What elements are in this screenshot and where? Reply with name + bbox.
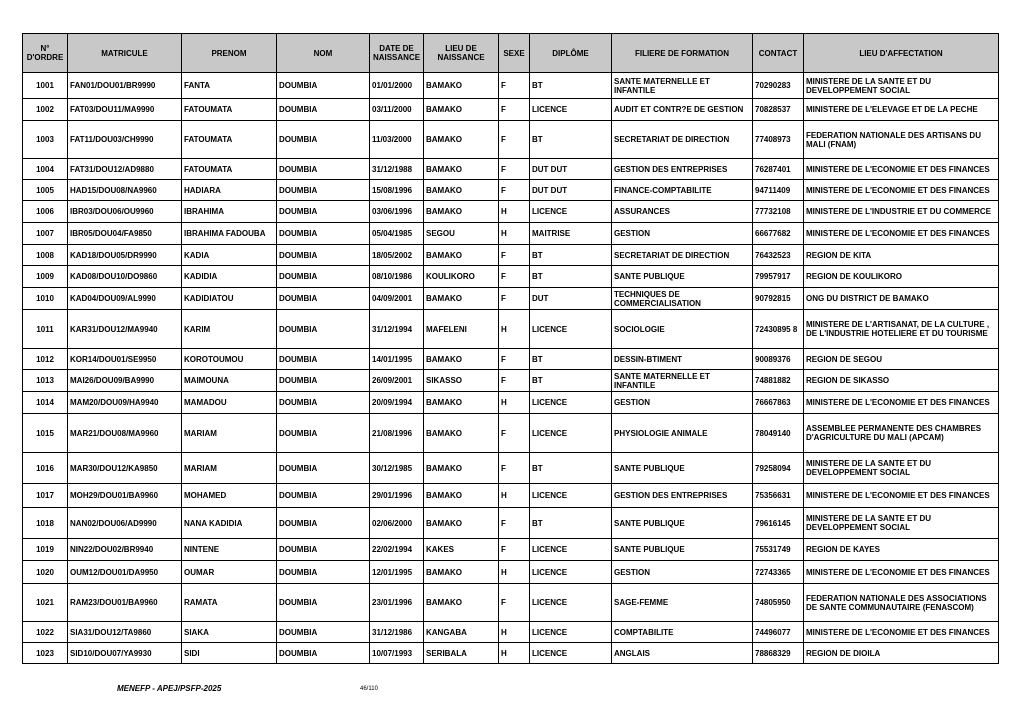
cell-birth-date: 14/01/1995 (370, 349, 424, 370)
cell-affectation: MINISTERE DE L'ECONOMIE ET DES FINANCES (804, 159, 999, 180)
cell-prenom: NANA KADIDIA (182, 508, 277, 539)
cell-sexe: F (499, 159, 530, 180)
cell-sexe: H (499, 201, 530, 223)
cell-contact: 77408973 (753, 121, 804, 159)
cell-sexe: F (499, 414, 530, 453)
cell-contact: 79258094 (753, 453, 804, 484)
cell-matricule: IBR03/DOU06/OU9960 (68, 201, 182, 223)
cell-birth-date: 03/11/2000 (370, 99, 424, 121)
cell-diplome: LICENCE (530, 310, 612, 349)
cell-birth-date: 30/12/1985 (370, 453, 424, 484)
cell-diplome: BT (530, 266, 612, 288)
cell-order-number: 1009 (23, 266, 68, 288)
cell-matricule: MOH29/DOU01/BA9960 (68, 484, 182, 508)
cell-affectation: MINISTERE DE L'ECONOMIE ET DES FINANCES (804, 484, 999, 508)
cell-birth-date: 21/08/1996 (370, 414, 424, 453)
cell-matricule: OUM12/DOU01/DA9950 (68, 561, 182, 584)
cell-nom: DOUMBIA (277, 392, 370, 414)
cell-sexe: F (499, 539, 530, 561)
cell-contact: 76287401 (753, 159, 804, 180)
cell-nom: DOUMBIA (277, 453, 370, 484)
cell-diplome: BT (530, 245, 612, 266)
cell-prenom: FANTA (182, 73, 277, 99)
cell-diplome: LICENCE (530, 561, 612, 584)
cell-nom: DOUMBIA (277, 539, 370, 561)
cell-prenom: KARIM (182, 310, 277, 349)
cell-nom: DOUMBIA (277, 180, 370, 201)
cell-birth-place: BAMAKO (424, 561, 499, 584)
cell-nom: DOUMBIA (277, 159, 370, 180)
cell-filiere: ASSURANCES (612, 201, 753, 223)
cell-birth-place: KANGABA (424, 622, 499, 643)
cell-birth-date: 12/01/1995 (370, 561, 424, 584)
cell-contact: 70290283 (753, 73, 804, 99)
cell-sexe: F (499, 99, 530, 121)
cell-matricule: RAM23/DOU01/BA9960 (68, 584, 182, 622)
cell-sexe: F (499, 349, 530, 370)
cell-prenom: FATOUMATA (182, 159, 277, 180)
table-row (23, 584, 999, 622)
cell-prenom: MAIMOUNA (182, 370, 277, 392)
cell-nom: DOUMBIA (277, 266, 370, 288)
cell-diplome: BT (530, 349, 612, 370)
cell-order-number: 1020 (23, 561, 68, 584)
cell-diplome: LICENCE (530, 539, 612, 561)
cell-affectation: MINISTERE DE L'ARTISANAT, DE LA CULTURE , DE L'INDUSTRIE HOTELIERE ET DU TOURISME (804, 310, 999, 349)
cell-order-number: 1007 (23, 223, 68, 245)
cell-contact: 72430895 8 (753, 310, 804, 349)
cell-sexe: H (499, 561, 530, 584)
cell-prenom: KOROTOUMOU (182, 349, 277, 370)
header-prenom: PRENOM (182, 34, 277, 73)
cell-nom: DOUMBIA (277, 622, 370, 643)
cell-birth-place: SIKASSO (424, 370, 499, 392)
cell-filiere: SANTE PUBLIQUE (612, 266, 753, 288)
cell-matricule: KOR14/DOU01/SE9950 (68, 349, 182, 370)
cell-prenom: NINTENE (182, 539, 277, 561)
cell-order-number: 1005 (23, 180, 68, 201)
cell-birth-date: 01/01/2000 (370, 73, 424, 99)
cell-filiere: ANGLAIS (612, 643, 753, 664)
cell-diplome: BT (530, 370, 612, 392)
cell-filiere: GESTION (612, 561, 753, 584)
cell-birth-date: 05/04/1985 (370, 223, 424, 245)
cell-prenom: MAMADOU (182, 392, 277, 414)
cell-order-number: 1014 (23, 392, 68, 414)
cell-birth-date: 31/12/1994 (370, 310, 424, 349)
cell-matricule: KAD04/DOU09/AL9990 (68, 288, 182, 310)
table-header-row (23, 34, 999, 73)
cell-prenom: KADIA (182, 245, 277, 266)
cell-affectation: MINISTERE DE LA SANTE ET DU DEVELOPPEMENT SOCIAL (804, 453, 999, 484)
cell-birth-place: BAMAKO (424, 73, 499, 99)
cell-filiere: PHYSIOLOGIE ANIMALE (612, 414, 753, 453)
cell-matricule: MAR30/DOU12/KA9850 (68, 453, 182, 484)
cell-sexe: F (499, 180, 530, 201)
cell-birth-place: BAMAKO (424, 508, 499, 539)
cell-matricule: FAN01/DOU01/BR9990 (68, 73, 182, 99)
page-number: 46/110 (360, 686, 378, 692)
cell-order-number: 1010 (23, 288, 68, 310)
cell-contact: 79957917 (753, 266, 804, 288)
cell-diplome: BT (530, 73, 612, 99)
cell-affectation: MINISTERE DE L'ECONOMIE ET DES FINANCES (804, 223, 999, 245)
cell-diplome: DUT (530, 288, 612, 310)
cell-nom: DOUMBIA (277, 121, 370, 159)
cell-diplome: LICENCE (530, 484, 612, 508)
table-row (23, 370, 999, 392)
table-row (23, 180, 999, 201)
cell-diplome: DUT DUT (530, 180, 612, 201)
cell-filiere: SANTE PUBLIQUE (612, 508, 753, 539)
cell-sexe: F (499, 288, 530, 310)
cell-contact: 75531749 (753, 539, 804, 561)
cell-affectation: REGION DE SIKASSO (804, 370, 999, 392)
table-row (23, 643, 999, 664)
cell-order-number: 1006 (23, 201, 68, 223)
cell-order-number: 1008 (23, 245, 68, 266)
cell-birth-date: 22/02/1994 (370, 539, 424, 561)
cell-order-number: 1002 (23, 99, 68, 121)
cell-matricule: SID10/DOU07/YA9930 (68, 643, 182, 664)
cell-sexe: H (499, 643, 530, 664)
cell-matricule: NAN02/DOU06/AD9990 (68, 508, 182, 539)
cell-sexe: F (499, 584, 530, 622)
table-row (23, 484, 999, 508)
cell-matricule: SIA31/DOU12/TA9860 (68, 622, 182, 643)
cell-filiere: SAGE-FEMME (612, 584, 753, 622)
cell-birth-place: BAMAKO (424, 349, 499, 370)
cell-nom: DOUMBIA (277, 414, 370, 453)
cell-birth-date: 18/05/2002 (370, 245, 424, 266)
cell-birth-date: 23/01/1996 (370, 584, 424, 622)
cell-matricule: MAI26/DOU09/BA9990 (68, 370, 182, 392)
cell-order-number: 1019 (23, 539, 68, 561)
cell-birth-place: BAMAKO (424, 392, 499, 414)
cell-affectation: MINISTERE DE L'ECONOMIE ET DES FINANCES (804, 622, 999, 643)
cell-order-number: 1012 (23, 349, 68, 370)
cell-birth-date: 02/06/2000 (370, 508, 424, 539)
cell-filiere: SECRETARIAT DE DIRECTION (612, 245, 753, 266)
cell-diplome: MAITRISE (530, 223, 612, 245)
cell-filiere: COMPTABILITE (612, 622, 753, 643)
table-row (23, 539, 999, 561)
cell-birth-place: BAMAKO (424, 484, 499, 508)
cell-nom: DOUMBIA (277, 288, 370, 310)
cell-order-number: 1018 (23, 508, 68, 539)
cell-birth-place: BAMAKO (424, 414, 499, 453)
table-row (23, 288, 999, 310)
cell-nom: DOUMBIA (277, 584, 370, 622)
cell-sexe: H (499, 622, 530, 643)
cell-sexe: H (499, 484, 530, 508)
cell-order-number: 1022 (23, 622, 68, 643)
cell-matricule: KAD18/DOU05/DR9990 (68, 245, 182, 266)
cell-birth-place: SEGOU (424, 223, 499, 245)
header-sexe: SEXE (499, 34, 530, 73)
cell-sexe: F (499, 245, 530, 266)
cell-order-number: 1001 (23, 73, 68, 99)
cell-prenom: FATOUMATA (182, 121, 277, 159)
cell-contact: 74881882 (753, 370, 804, 392)
cell-order-number: 1015 (23, 414, 68, 453)
table-row (23, 266, 999, 288)
cell-diplome: LICENCE (530, 643, 612, 664)
cell-diplome: BT (530, 453, 612, 484)
cell-prenom: MARIAM (182, 414, 277, 453)
table-row (23, 414, 999, 453)
cell-birth-date: 11/03/2000 (370, 121, 424, 159)
cell-nom: DOUMBIA (277, 201, 370, 223)
cell-prenom: IBRAHIMA (182, 201, 277, 223)
cell-prenom: HADIARA (182, 180, 277, 201)
cell-order-number: 1017 (23, 484, 68, 508)
cell-birth-date: 29/01/1996 (370, 484, 424, 508)
cell-matricule: IBR05/DOU04/FA9850 (68, 223, 182, 245)
table-row (23, 392, 999, 414)
cell-diplome: BT (530, 508, 612, 539)
cell-matricule: HAD15/DOU08/NA9960 (68, 180, 182, 201)
cell-sexe: F (499, 508, 530, 539)
cell-matricule: FAT31/DOU12/AD9880 (68, 159, 182, 180)
cell-birth-place: MAFELENI (424, 310, 499, 349)
cell-affectation: MINISTERE DE L'INDUSTRIE ET DU COMMERCE (804, 201, 999, 223)
cell-nom: DOUMBIA (277, 349, 370, 370)
cell-contact: 94711409 (753, 180, 804, 201)
header-order-number: N° D'ORDRE (23, 34, 68, 73)
cell-birth-date: 20/09/1994 (370, 392, 424, 414)
cell-contact: 78868329 (753, 643, 804, 664)
cell-birth-place: BAMAKO (424, 180, 499, 201)
cell-filiere: DESSIN-BTIMENT (612, 349, 753, 370)
cell-contact: 79616145 (753, 508, 804, 539)
cell-order-number: 1003 (23, 121, 68, 159)
cell-birth-date: 03/06/1996 (370, 201, 424, 223)
cell-prenom: MOHAMED (182, 484, 277, 508)
table-row (23, 453, 999, 484)
cell-filiere: GESTION DES ENTREPRISES (612, 484, 753, 508)
cell-birth-place: BAMAKO (424, 121, 499, 159)
cell-matricule: NIN22/DOU02/BR9940 (68, 539, 182, 561)
cell-affectation: REGION DE KOULIKORO (804, 266, 999, 288)
cell-birth-date: 26/09/2001 (370, 370, 424, 392)
cell-prenom: SIDI (182, 643, 277, 664)
cell-nom: DOUMBIA (277, 245, 370, 266)
cell-prenom: MARIAM (182, 453, 277, 484)
header-contact: CONTACT (753, 34, 804, 73)
cell-affectation: REGION DE DIOILA (804, 643, 999, 664)
table-body (23, 73, 999, 664)
cell-nom: DOUMBIA (277, 370, 370, 392)
header-filiere: FILIERE DE FORMATION (612, 34, 753, 73)
cell-sexe: F (499, 121, 530, 159)
table-row (23, 508, 999, 539)
cell-diplome: DUT DUT (530, 159, 612, 180)
header-matricule: MATRICULE (68, 34, 182, 73)
cell-nom: DOUMBIA (277, 643, 370, 664)
cell-birth-place: BAMAKO (424, 99, 499, 121)
cell-filiere: GESTION DES ENTREPRISES (612, 159, 753, 180)
cell-affectation: MINISTERE DE LA SANTE ET DU DEVELOPPEMENT SOCIAL (804, 73, 999, 99)
cell-affectation: FEDERATION NATIONALE DES ARTISANS DU MALI (FNAM) (804, 121, 999, 159)
table-row (23, 201, 999, 223)
cell-matricule: KAD08/DOU10/DO9860 (68, 266, 182, 288)
cell-birth-place: BAMAKO (424, 584, 499, 622)
cell-nom: DOUMBIA (277, 310, 370, 349)
cell-diplome: LICENCE (530, 99, 612, 121)
cell-filiere: AUDIT ET CONTR?E DE GESTION (612, 99, 753, 121)
cell-matricule: MAM20/DOU09/HA9940 (68, 392, 182, 414)
cell-contact: 77732108 (753, 201, 804, 223)
cell-order-number: 1023 (23, 643, 68, 664)
cell-contact: 76432523 (753, 245, 804, 266)
table-row (23, 349, 999, 370)
table-row (23, 223, 999, 245)
cell-birth-place: BAMAKO (424, 453, 499, 484)
header-birth-place: LIEU DE NAISSANCE (424, 34, 499, 73)
cell-nom: DOUMBIA (277, 484, 370, 508)
cell-birth-place: BAMAKO (424, 245, 499, 266)
cell-diplome: LICENCE (530, 584, 612, 622)
cell-prenom: FATOUMATA (182, 99, 277, 121)
cell-birth-place: KOULIKORO (424, 266, 499, 288)
cell-filiere: SANTE PUBLIQUE (612, 539, 753, 561)
cell-contact: 90089376 (753, 349, 804, 370)
cell-contact: 66677682 (753, 223, 804, 245)
cell-prenom: IBRAHIMA FADOUBA (182, 223, 277, 245)
cell-sexe: F (499, 266, 530, 288)
cell-prenom: KADIDIA (182, 266, 277, 288)
cell-nom: DOUMBIA (277, 73, 370, 99)
cell-birth-place: SERIBALA (424, 643, 499, 664)
cell-birth-date: 08/10/1986 (370, 266, 424, 288)
cell-filiere: SANTE MATERNELLE ET INFANTILE (612, 370, 753, 392)
cell-birth-place: BAMAKO (424, 288, 499, 310)
header-birth-date: DATE DE NAISSANCE (370, 34, 424, 73)
cell-affectation: REGION DE KAYES (804, 539, 999, 561)
cell-prenom: KADIDIATOU (182, 288, 277, 310)
cell-birth-date: 15/08/1996 (370, 180, 424, 201)
cell-affectation: MINISTERE DE L'ECONOMIE ET DES FINANCES (804, 561, 999, 584)
cell-contact: 76667863 (753, 392, 804, 414)
cell-diplome: LICENCE (530, 392, 612, 414)
cell-birth-place: KAKES (424, 539, 499, 561)
cell-filiere: FINANCE-COMPTABILITE (612, 180, 753, 201)
cell-affectation: MINISTERE DE LA SANTE ET DU DEVELOPPEMENT SOCIAL (804, 508, 999, 539)
cell-filiere: GESTION (612, 392, 753, 414)
cell-diplome: BT (530, 121, 612, 159)
table-row (23, 73, 999, 99)
cell-sexe: H (499, 392, 530, 414)
table-row (23, 99, 999, 121)
cell-birth-place: BAMAKO (424, 159, 499, 180)
header-nom: NOM (277, 34, 370, 73)
cell-nom: DOUMBIA (277, 508, 370, 539)
cell-nom: DOUMBIA (277, 223, 370, 245)
cell-diplome: LICENCE (530, 622, 612, 643)
cell-affectation: MINISTERE DE L'ECONOMIE ET DES FINANCES (804, 392, 999, 414)
cell-order-number: 1021 (23, 584, 68, 622)
table-row (23, 622, 999, 643)
cell-sexe: H (499, 223, 530, 245)
cell-affectation: FEDERATION NATIONALE DES ASSOCIATIONS DE SANTE COMMUNAUTAIRE (FENASCOM) (804, 584, 999, 622)
cell-birth-place: BAMAKO (424, 201, 499, 223)
cell-affectation: REGION DE SEGOU (804, 349, 999, 370)
cell-order-number: 1004 (23, 159, 68, 180)
footer-reference: MENEFP - APEJ/PSFP-2025 (117, 684, 222, 693)
cell-contact: 74496077 (753, 622, 804, 643)
cell-order-number: 1011 (23, 310, 68, 349)
cell-order-number: 1016 (23, 453, 68, 484)
cell-filiere: SANTE PUBLIQUE (612, 453, 753, 484)
header-diplome: DIPLÔME (530, 34, 612, 73)
cell-birth-date: 31/12/1988 (370, 159, 424, 180)
cell-matricule: FAT11/DOU03/CH9990 (68, 121, 182, 159)
cell-order-number: 1013 (23, 370, 68, 392)
cell-prenom: RAMATA (182, 584, 277, 622)
table-row (23, 561, 999, 584)
cell-prenom: SIAKA (182, 622, 277, 643)
cell-sexe: H (499, 310, 530, 349)
cell-matricule: KAR31/DOU12/MA9940 (68, 310, 182, 349)
cell-affectation: ONG DU DISTRICT DE BAMAKO (804, 288, 999, 310)
cell-filiere: SOCIOLOGIE (612, 310, 753, 349)
cell-birth-date: 04/09/2001 (370, 288, 424, 310)
cell-filiere: SANTE MATERNELLE ET INFANTILE (612, 73, 753, 99)
cell-contact: 74805950 (753, 584, 804, 622)
cell-affectation: MINISTERE DE L'ELEVAGE ET DE LA PECHE (804, 99, 999, 121)
cell-nom: DOUMBIA (277, 561, 370, 584)
cell-filiere: SECRETARIAT DE DIRECTION (612, 121, 753, 159)
cell-filiere: TECHNIQUES DE COMMERCIALISATION (612, 288, 753, 310)
cell-nom: DOUMBIA (277, 99, 370, 121)
cell-sexe: F (499, 73, 530, 99)
cell-diplome: LICENCE (530, 414, 612, 453)
cell-filiere: GESTION (612, 223, 753, 245)
cell-sexe: F (499, 453, 530, 484)
cell-affectation: MINISTERE DE L'ECONOMIE ET DES FINANCES (804, 180, 999, 201)
cell-diplome: LICENCE (530, 201, 612, 223)
table-row (23, 159, 999, 180)
cell-birth-date: 10/07/1993 (370, 643, 424, 664)
cell-contact: 90792815 (753, 288, 804, 310)
cell-affectation: REGION DE KITA (804, 245, 999, 266)
cell-contact: 72743365 (753, 561, 804, 584)
cell-matricule: MAR21/DOU08/MA9960 (68, 414, 182, 453)
cell-contact: 78049140 (753, 414, 804, 453)
cell-contact: 75356631 (753, 484, 804, 508)
cell-affectation: ASSEMBLEE PERMANENTE DES CHAMBRES D'AGRICULTURE DU MALI (APCAM) (804, 414, 999, 453)
cell-sexe: F (499, 370, 530, 392)
cell-matricule: FAT03/DOU11/MA9990 (68, 99, 182, 121)
cell-contact: 70828537 (753, 99, 804, 121)
beneficiary-table (22, 33, 999, 664)
table-row (23, 310, 999, 349)
header-affectation: LIEU D'AFFECTATION (804, 34, 999, 73)
table-row (23, 245, 999, 266)
cell-prenom: OUMAR (182, 561, 277, 584)
table-row (23, 121, 999, 159)
cell-birth-date: 31/12/1986 (370, 622, 424, 643)
